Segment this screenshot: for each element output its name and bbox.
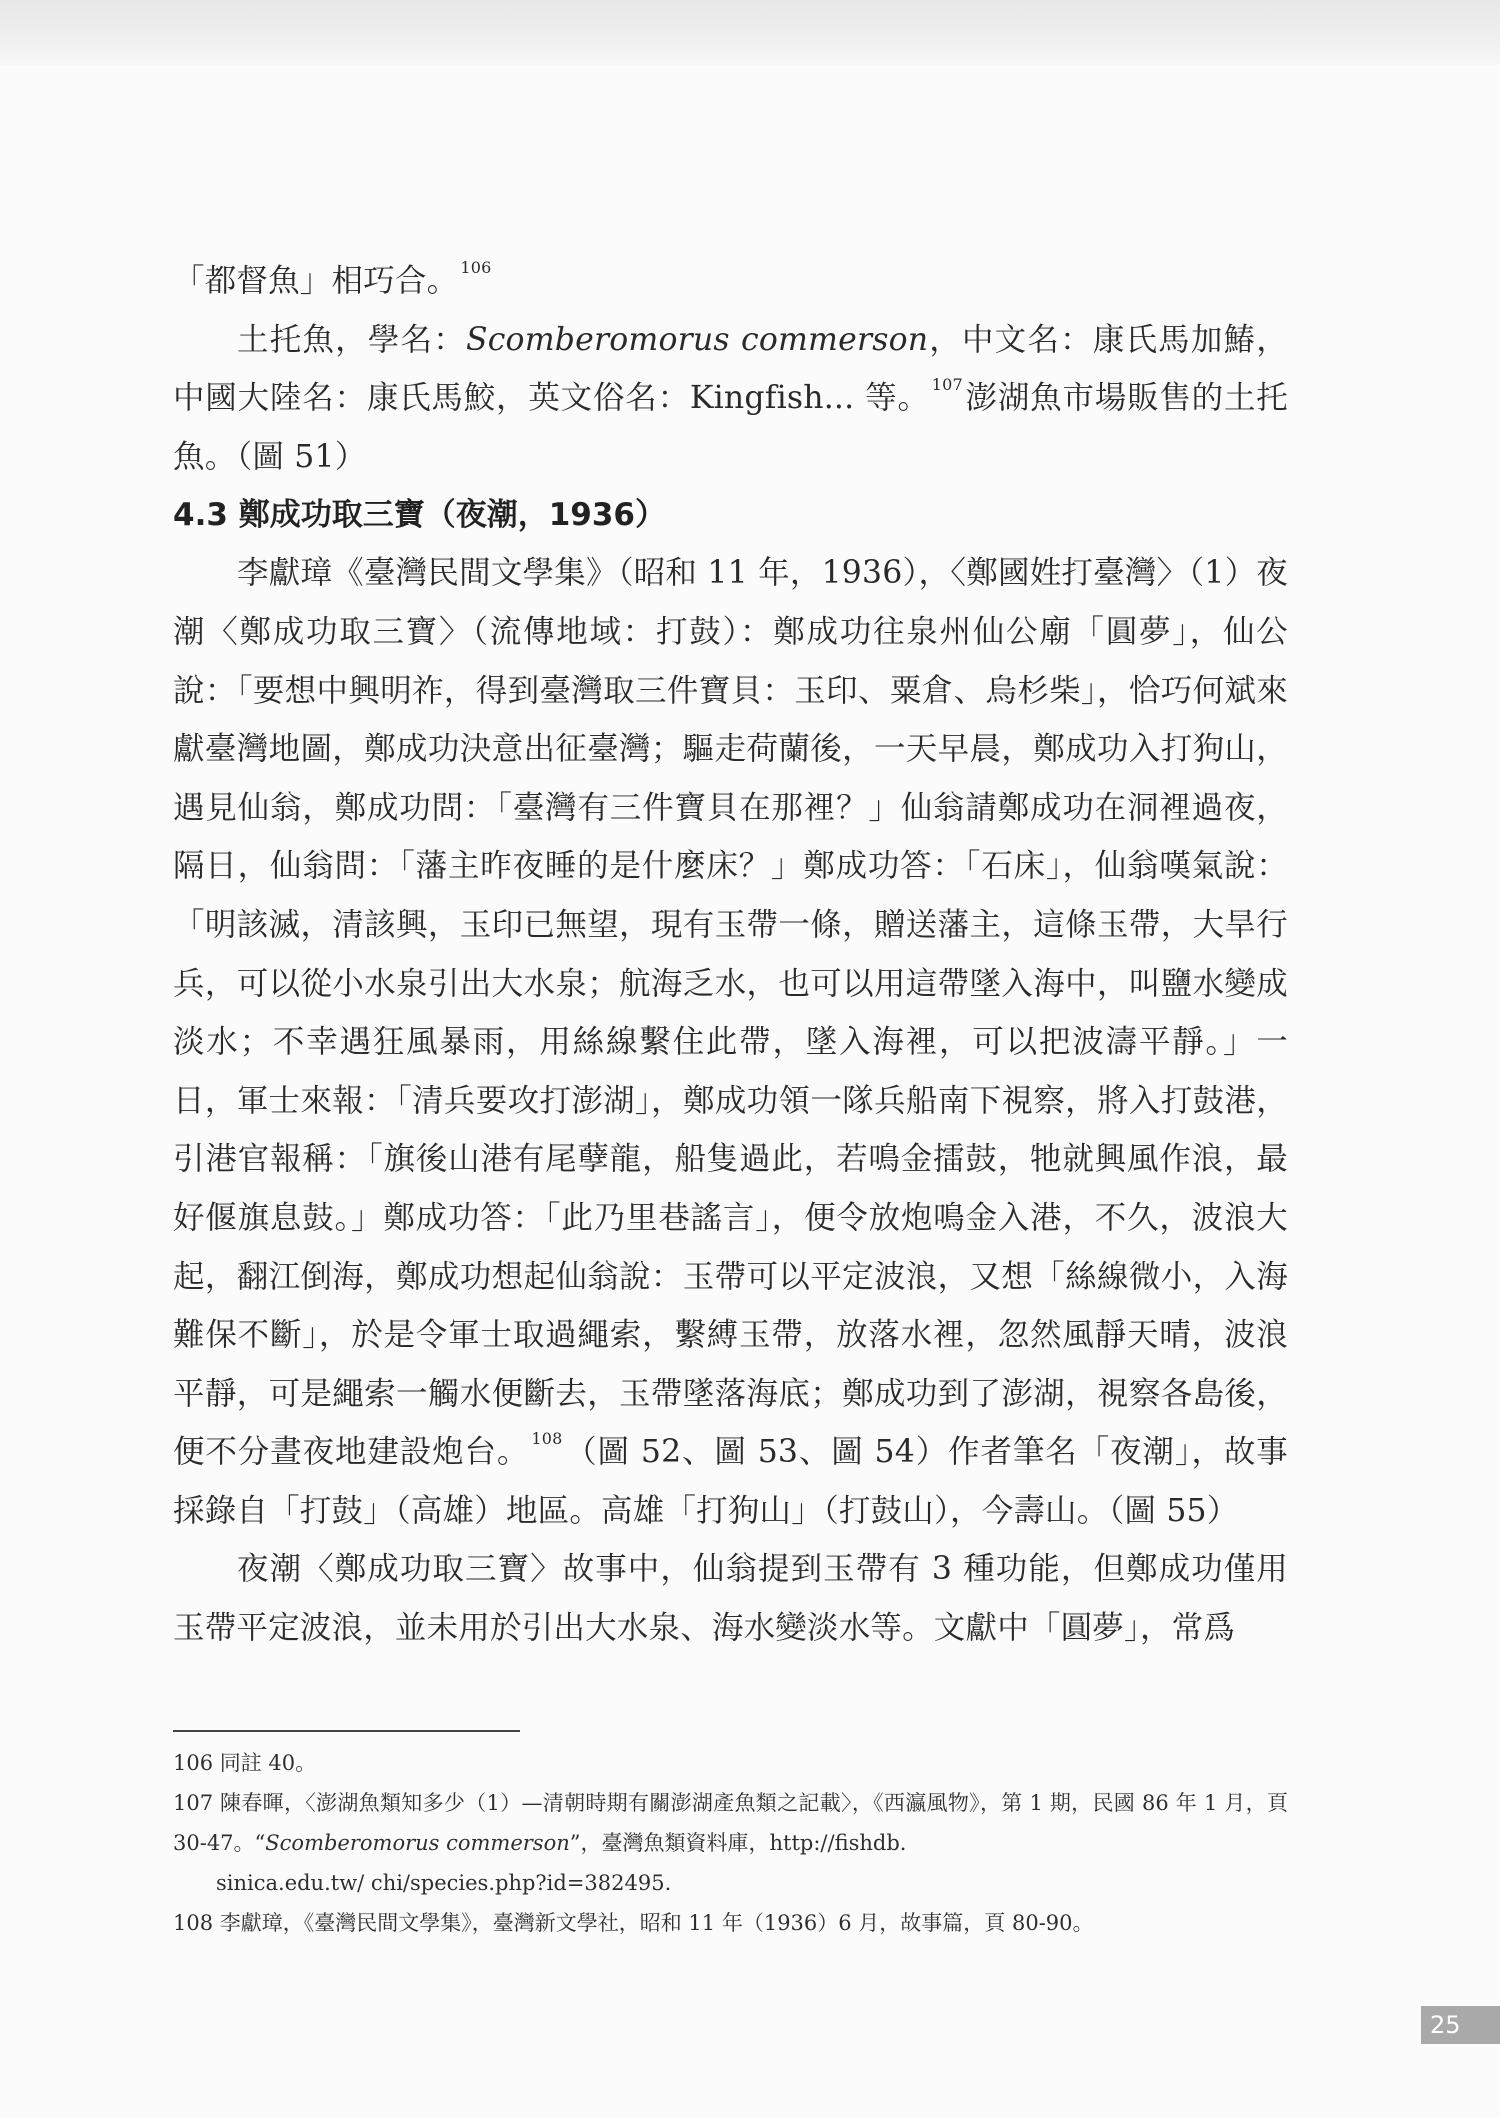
section-heading: 4.3 鄭成功取三寶（夜潮，1936）	[173, 497, 666, 534]
paragraph-2-text-a: 土托魚，學名：	[237, 321, 466, 358]
paragraph-3-text-b: （圖 52、圖 53、圖 54）作者筆名「夜潮」，故事採錄自「打鼓」（高雄）地區。高雄「打狗山」（打鼓山），今壽山。（圖 55）	[173, 1434, 1288, 1529]
footnote-107-link-start[interactable]: ”，臺灣魚類資料庫，http://fishdb.	[569, 1831, 907, 1855]
footnote-107	[173, 1783, 1288, 1863]
footnote-divider	[173, 1730, 520, 1732]
scan-top-edge	[0, 0, 1500, 65]
footnote-107-continuation[interactable]: sinica.edu.tw/ chi/species.php?id=382495.	[216, 1871, 672, 1895]
footnote-ref-108[interactable]: 108	[531, 1429, 563, 1449]
paragraph-2-text-c: 澎湖魚市場販售的土托魚。（圖 51）	[173, 380, 1288, 475]
page-number: 25	[1421, 2006, 1500, 2044]
paragraph-3-text-a: 李獻璋《臺灣民間文學集》（昭和 11 年，1936），〈鄭國姓打臺灣〉（1）夜潮〈鄭成功取三寶〉（流傳地域：打鼓）：鄭成功往泉州仙公廟「圓夢」，仙公說：「要想中興明祚，得到臺灣取三件寶貝：玉印、粟倉、烏杉柴」，恰巧何斌來獻臺灣地圖，鄭成功決意出征臺灣；驅走荷蘭後，一天早晨，鄭成功入打狗山，遇見仙翁，鄭成功問：「臺灣有三件寶貝在那裡？」仙翁請鄭成功在洞裡過夜，隔日，仙翁問：「藩主昨夜睡的是什麼床？」鄭成功答：「石床」，仙翁嘆氣說：「明該滅，清該興，玉印已無望，現有玉帶一條，贈送藩主，這條玉帶，大旱行兵，可以從小水泉引出大水泉；航海乏水，也可以用這帶墜入海中，叫鹽水變成淡水；不幸遇狂風暴雨，用絲線繫住此帶，墜入海裡，可以把波濤平靜。」一日，軍士來報：「清兵要攻打澎湖」，鄭成功領一隊兵船南下視察，將入打鼓港，引港官報稱：「旗後山港有尾孽龍，船隻過此，若鳴金擂鼓，牠就興風作浪，最好偃旗息鼓。」鄭成功答：「此乃里巷謠言」，便令放炮鳴金入港，不久，波浪大起，翻江倒海，鄭成功想起仙翁說：玉帶可以平定波浪，又想「絲線微小，入海難保不斷」，於是令軍士取過繩索，繫縛玉帶，放落水裡，忽然風靜天晴，波浪平靜，可是繩索一觸水便斷去，玉帶墜落海底；鄭成功到了澎湖，視察各島後，便不分晝夜地建設炮台。	[173, 555, 1288, 1471]
footnotes	[173, 1743, 1288, 1943]
main-text	[173, 252, 1288, 1658]
footnote-106: 106 同註 40。	[173, 1751, 317, 1775]
footnote-107-text-a: 107 陳春暉，〈澎湖魚類知多少（1）—清朝時期有關澎湖產魚類之記載〉，《西瀛風物》，第 1 期，民國 86 年 1 月，頁 30-47。“	[173, 1791, 1288, 1855]
paragraph-3	[173, 544, 1288, 1540]
footnote-ref-106[interactable]: 106	[460, 258, 492, 277]
scientific-name: Scomberomorus commerson	[465, 321, 929, 358]
footnote-ref-107[interactable]: 107	[931, 375, 963, 395]
paragraph-2	[173, 311, 1288, 487]
footnote-107-scientific-name: Scomberomorus commerson	[265, 1831, 570, 1855]
paragraph-4: 夜潮〈鄭成功取三寶〉故事中，仙翁提到玉帶有 3 種功能，但鄭成功僅用玉帶平定波浪，並未用於引出大水泉、海水變淡水等。文獻中「圓夢」，常爲	[173, 1551, 1288, 1647]
paragraph-2-text-b: ，中文名：康氏馬加鰆，中國大陸名：康氏馬鮫，英文俗名：Kingfish... 等。	[173, 321, 1288, 417]
footnote-108: 108 李獻璋，《臺灣民間文學集》，臺灣新文學社，昭和 11 年（1936）6 月，故事篇，頁 80-90。	[173, 1911, 1094, 1935]
paragraph-1	[173, 252, 1288, 311]
paragraph-1-text: 「都督魚」相巧合。	[173, 263, 459, 299]
